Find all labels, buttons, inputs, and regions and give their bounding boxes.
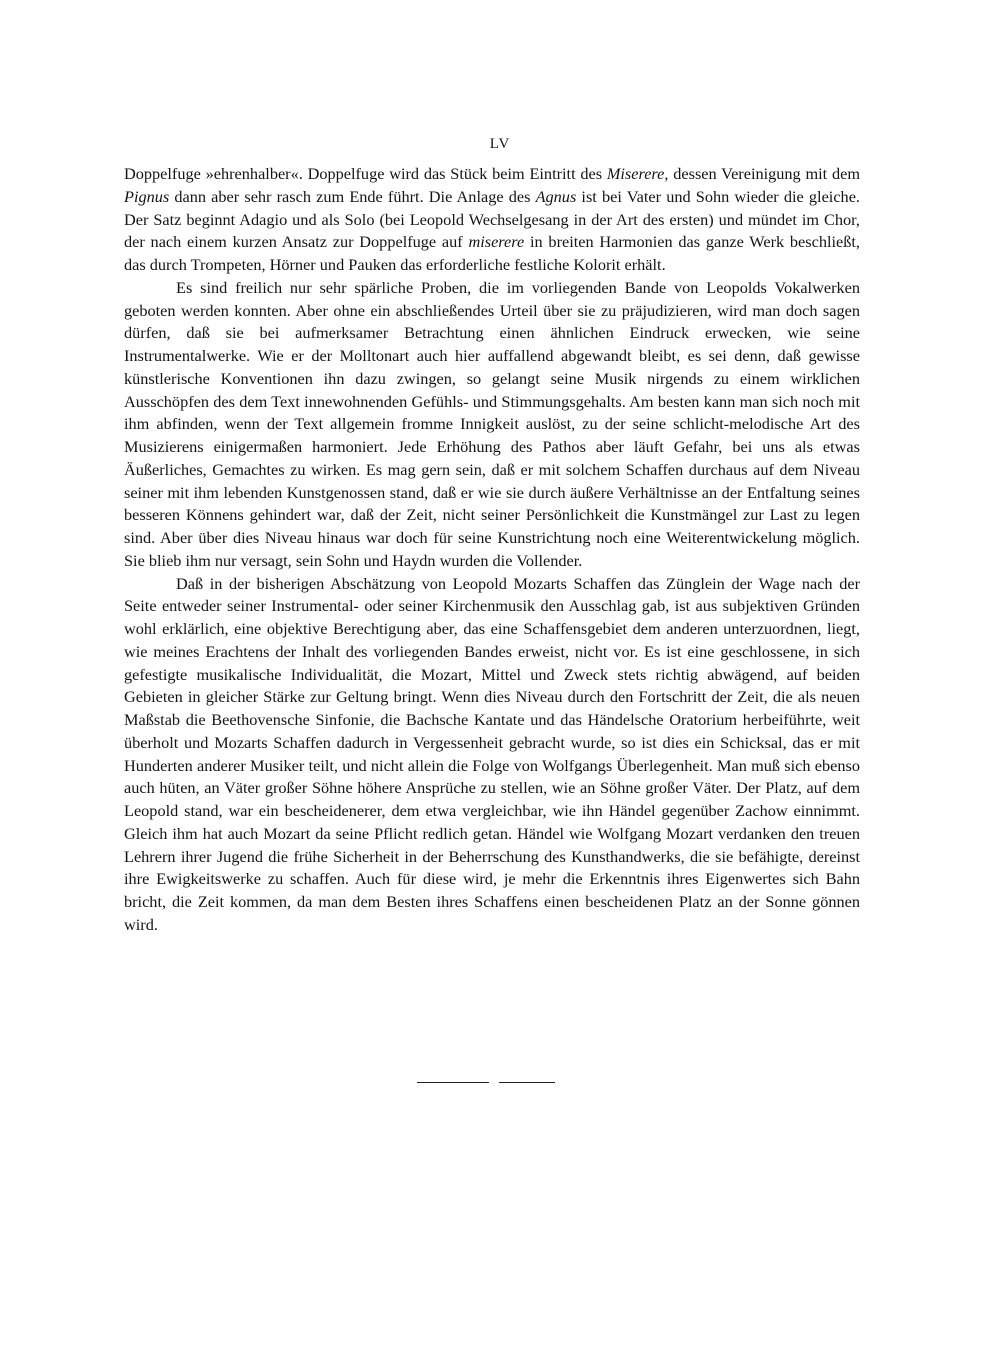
text-run: Es sind freilich nur sehr spärliche Proben, die im vorliegenden Bande von Leopolds Vokalwerken geboten werden konnten. Aber ohne ein abschließendes Urteil über sie zu präjudizieren, wird man doch sagen dürfen, daß sie bei aufmerksamer Betrachtung einen ähnlichen Eindruck erwecken, wie seine Instrumentalwerke. Wie er der Molltonart auch hier auffallend abgewandt bleibt, es sei denn, daß gewisse künstlerische Konventionen ihn dazu zwingen, so gelangt seine Musik nirgends zu einem wirklichen Ausschöpfen des dem Text innewohnenden Gefühls- und Stimmungsgehalts. Am besten kann man sich noch mit ihm abfinden, wenn der Text allgemein fromme Innigkeit auslöst, zu der seine schlicht-melodische Art des Musizierens einigermaßen harmoniert. Jede Erhöhung des Pathos aber läuft Gefahr, bei uns als etwas Äußerliches, Gemachtes zu wirken. Es mag gern sein, daß er mit solchem Schaffen durchaus auf dem Niveau seiner mit ihm lebenden Kunstgenossen stand, daß er wie sie durch äußere Verhältnisse an der Entfaltung seines besseren Könnens gehindert war, daß der Zeit, nicht seiner Persönlichkeit die Kunstmängel zur Last zu legen sind. Aber über dies Niveau hinaus war doch für seine Kunstrichtung noch eine Weiterentwickelung möglich. Sie blieb ihm nur versagt, sein Sohn und Haydn wurden die Vollender. [124,277,860,570]
body-text [124,163,860,937]
page-number: LV [489,136,511,152]
text-run: ist bei Vater und Sohn wieder die gleiche. Der Satz beginnt Adagio und als Solo (bei Leopold Wechselgesang in der Art des ersten) und mündet im Chor, der nach einem kurzen Ansatz zur Doppelfuge auf [124,186,860,252]
text-run: Daß in der bisherigen Abschätzung von Leopold Mozarts Schaffen das Zünglein der Wage nach der Seite entweder seiner Instrumental- oder seiner Kirchenmusik den Ausschlag gab, ist aus subjektiven Gründen wohl erklärlich, eine objektive Berechtigung aber, das eine Schaffensgebiet dem anderen unterzuordnen, liegt, wie meines Erachtens der Inhalt des vorliegenden Bandes erweist, nicht vor. Es ist eine geschlossene, in sich gefestigte musikalische Individualität, die Mozart, Mittel und Zweck stets richtig abwägend, auf beiden Gebieten in gleicher Stärke zur Geltung bringt. Wenn dies Niveau durch den Fortschritt der Zeit, die als neuen Maßstab die Beethovensche Sinfonie, die Bachsche Kantate und das Händelsche Oratorium herbeiführte, weit überholt und Mozarts Schaffen dadurch in Vergessenheit gebracht wurde, so ist dies ein Schicksal, das er mit Hunderten anderer Musiker teilt, und nicht allein die Folge von Wolfgangs Überlegenheit. Man muß sich ebenso auch hüten, an Väter großer Söhne höhere Ansprüche zu stellen, wie an Söhne großer Väter. Der Platz, auf dem Leopold stand, war ein bescheidenerer, dem etwa vergleichbar, wie ihn Händel gegenüber Zachow einnimmt. Gleich ihm hat auch Mozart da seine Pflicht redlich getan. Händel wie Wolfgang Mozart verdanken den treuen Lehrern ihrer Jugend die frühe Sicherheit in der Beherrschung des Kunsthandwerks, die sie befähigte, dereinst ihre Ewigkeitswerke zu schaffen. Auch für diese wird, je mehr die Erkenntnis ihres Eigenwertes sich Bahn bricht, die Zeit kommen, da man dem Besten ihres Schaffens einen bescheidenen Platz an der Sonne gönnen wird. [124,573,860,934]
italic-term: Miserere [606,164,665,183]
paragraph-3 [124,573,860,937]
divider-rule-right [499,1082,555,1083]
paragraph-2 [124,277,860,573]
paragraph-1 [124,163,860,277]
text-run: in breiten Harmonien das ganze Werk beschließt, das durch Trompeten, Hörner und Pauken das erforderliche festliche Kolorit erhält. [124,232,860,274]
end-divider [417,1082,557,1084]
text-run: dann aber sehr rasch zum Ende führt. Die Anlage des [169,186,536,206]
italic-term: Agnus [535,186,577,206]
italic-term: miserere [468,232,525,252]
text-run: , dessen Vereinigung mit dem [664,164,860,183]
text-run: Doppelfuge »ehrenhalber«. Doppelfuge wird das Stück beim Eintritt des [124,164,607,183]
italic-term: Pignus [124,186,170,206]
divider-rule-left [417,1082,489,1083]
